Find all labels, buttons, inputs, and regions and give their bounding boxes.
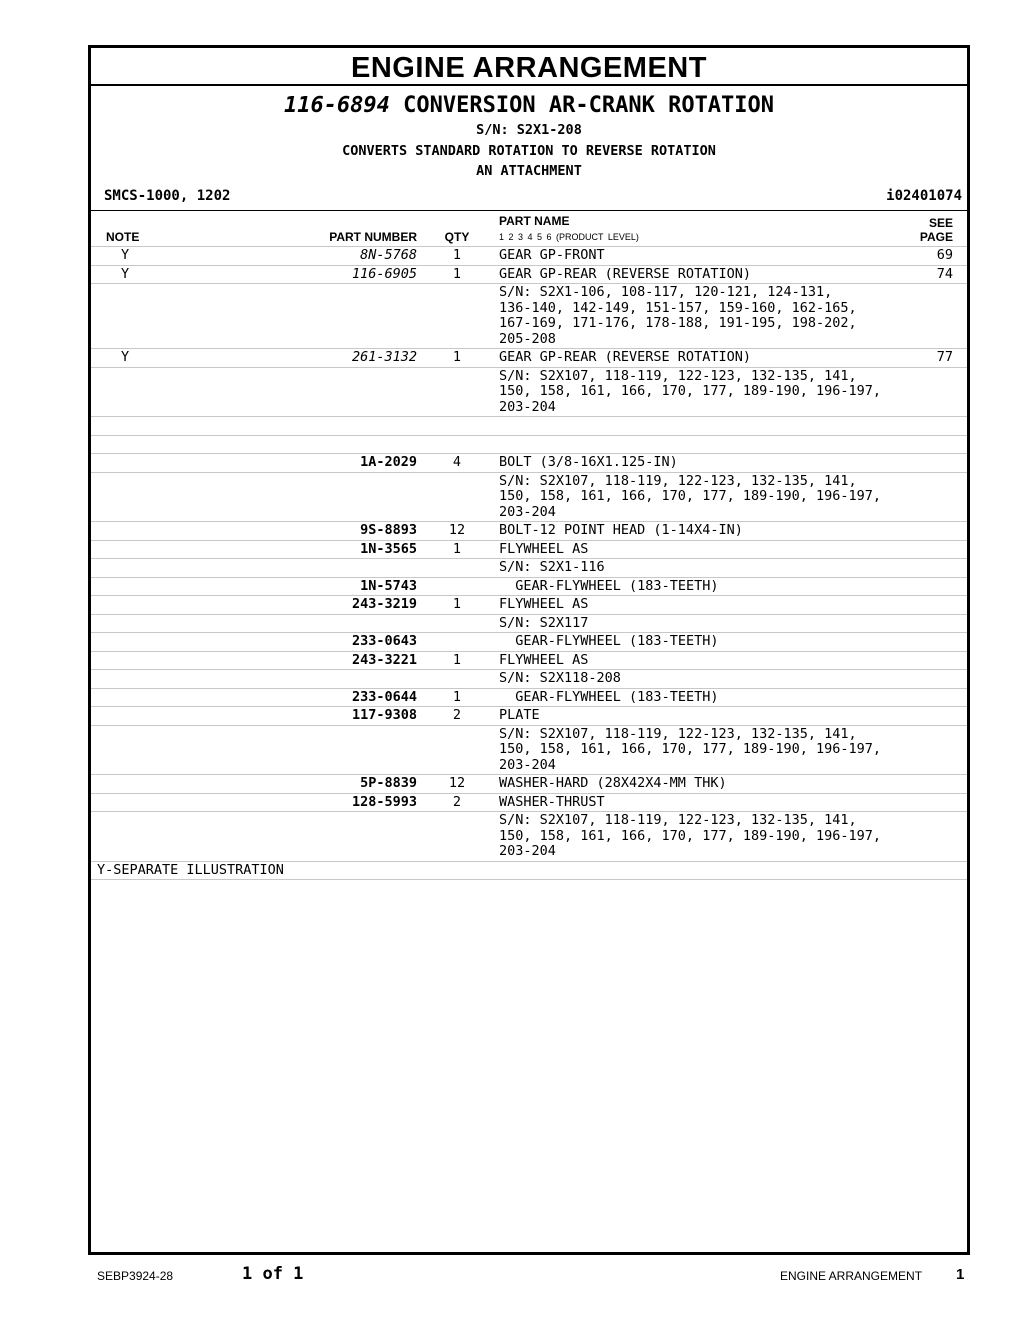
row-qty: 1 [452,247,462,263]
row-part-name: PLATE [499,707,540,723]
row-part-name: S/N: S2X107, 118-119, 122-123, 132-135, 141, 150, 158, 161, 166, 170, 177, 189-190, 196-197, 203-204 [499,472,882,520]
col-page: PAGE [919,230,953,244]
table-row [91,540,967,559]
row-part-number: 9S-8893 [360,522,417,538]
table-row [91,246,967,265]
table-row [91,435,967,454]
row-part-name [499,437,899,453]
row-part-number: 233-0644 [351,688,417,705]
table-row [91,265,967,284]
col-product-level: 1 2 3 4 5 6 (PRODUCT LEVEL) [499,232,639,242]
row-part-name: S/N: S2X118-208 [499,670,621,686]
kit-serial: S/N: S2X1-208 [476,122,582,138]
row-qty: 4 [452,454,462,470]
parts-page-frame [88,45,970,1255]
col-part-name: PART NAME [499,214,570,228]
kit-name: CONVERSION AR-CRANK ROTATION [403,93,775,118]
col-part-number: PART NUMBER [329,230,417,244]
table-row [91,367,967,417]
footer-page-of: 1 of 1 [242,1264,304,1284]
table-row [91,595,967,614]
row-part-name: WASHER-HARD (28X42X4-MM THK) [499,775,727,791]
table-row [91,706,967,725]
row-part-number: 117-9308 [351,707,417,723]
row-qty: 1 [452,651,462,668]
table-row [91,725,967,775]
row-part-number: 261-3132 [351,349,417,365]
col-see: SEE [928,216,953,230]
row-qty: 12 [448,775,466,791]
row-part-name: GEAR-FLYWHEEL (183-TEETH) [499,688,719,705]
row-part-name [499,418,899,434]
row-qty: 1 [452,540,462,557]
row-part-number: 8N-5768 [360,247,417,263]
table-row [91,774,967,793]
row-part-name: GEAR GP-REAR (REVERSE ROTATION) [499,265,751,282]
col-note: NOTE [106,230,140,244]
table-row [91,348,967,367]
table-row [91,558,967,577]
table-row [91,521,967,540]
smcs-code: SMCS-1000, 1202 [104,188,231,204]
footnote: Y-SEPARATE ILLUSTRATION [97,861,284,878]
row-part-number: 5P-8839 [360,775,417,791]
row-part-name: FLYWHEEL AS [499,540,589,557]
row-part-name: S/N: S2X107, 118-119, 122-123, 132-135, 141, 150, 158, 161, 166, 170, 177, 189-190, 196-197, 203-204 [499,812,882,859]
row-part-name: S/N: S2X107, 118-119, 122-123, 132-135, 141, 150, 158, 161, 166, 170, 177, 189-190, 196-197, 203-204 [499,725,882,773]
row-see-page: 77 [936,349,953,365]
row-part-name: GEAR-FLYWHEEL (183-TEETH) [499,577,719,594]
row-part-number: 1A-2029 [360,454,417,470]
row-qty: 2 [452,793,462,810]
row-note: Y [121,247,130,263]
row-part-name: FLYWHEEL AS [499,651,589,668]
row-qty: 2 [452,707,462,723]
row-part-name: S/N: S2X1-116 [499,559,605,575]
row-part-name: FLYWHEEL AS [499,596,589,612]
table-row [91,632,967,651]
row-part-name: GEAR GP-FRONT [499,247,605,263]
row-part-name: GEAR GP-REAR (REVERSE ROTATION) [499,349,751,365]
footer-page-number: 1 [956,1266,965,1283]
table-row [91,416,967,435]
kit-type: AN ATTACHMENT [476,163,582,179]
table-row [91,283,967,348]
row-qty: 1 [452,596,462,612]
col-qty: QTY [444,230,470,244]
table-row [91,688,967,707]
page-title: ENGINE ARRANGEMENT [351,52,707,84]
row-qty: 1 [452,265,462,282]
row-part-number: 233-0643 [351,633,417,649]
row-part-number: 243-3219 [351,596,417,612]
row-part-number: 128-5993 [351,793,417,810]
row-part-name: S/N: S2X107, 118-119, 122-123, 132-135, 141, 150, 158, 161, 166, 170, 177, 189-190, 196-197, 203-204 [499,367,882,415]
row-note: Y [121,349,130,365]
row-see-page: 69 [936,247,953,263]
row-part-number: 1N-5743 [360,577,417,594]
row-part-name: S/N: S2X117 [499,614,589,631]
row-part-name: BOLT (3/8-16X1.125-IN) [499,454,678,470]
footnote-row [91,861,967,881]
footer-doc-id: SEBP3924-28 [97,1269,174,1283]
table-row [91,651,967,670]
footer-section: ENGINE ARRANGEMENT [780,1269,923,1283]
row-part-number: 1N-3565 [360,540,417,557]
kit-description: CONVERTS STANDARD ROTATION TO REVERSE ROTATION [342,143,716,159]
kit-part-number: 116-6894 [283,93,390,118]
title-divider [91,84,967,86]
row-part-name: GEAR-FLYWHEEL (183-TEETH) [499,633,719,649]
row-qty: 1 [452,349,462,365]
table-row [91,472,967,522]
row-part-name: BOLT-12 POINT HEAD (1-14X4-IN) [499,522,743,538]
row-part-name: WASHER-THRUST [499,793,605,810]
row-qty: 1 [452,688,462,705]
header-divider [91,210,967,211]
table-row [91,614,967,633]
table-row [91,793,967,812]
row-qty: 12 [448,522,466,538]
row-part-name: S/N: S2X1-106, 108-117, 120-121, 124-131, 136-140, 142-149, 151-157, 159-160, 162-165, 167-169, 171-176, 178-188, 191-195, 198-202, 205-208 [499,284,857,347]
illustration-id: i02401074 [886,188,962,204]
parts-list [91,246,967,880]
table-row [91,811,967,861]
table-row [91,453,967,472]
row-note: Y [121,265,130,282]
kit-heading [91,92,967,120]
row-see-page: 74 [936,265,953,282]
row-part-number: 116-6905 [351,265,417,282]
table-row [91,669,967,688]
row-part-number: 243-3221 [351,651,417,668]
table-row [91,577,967,596]
